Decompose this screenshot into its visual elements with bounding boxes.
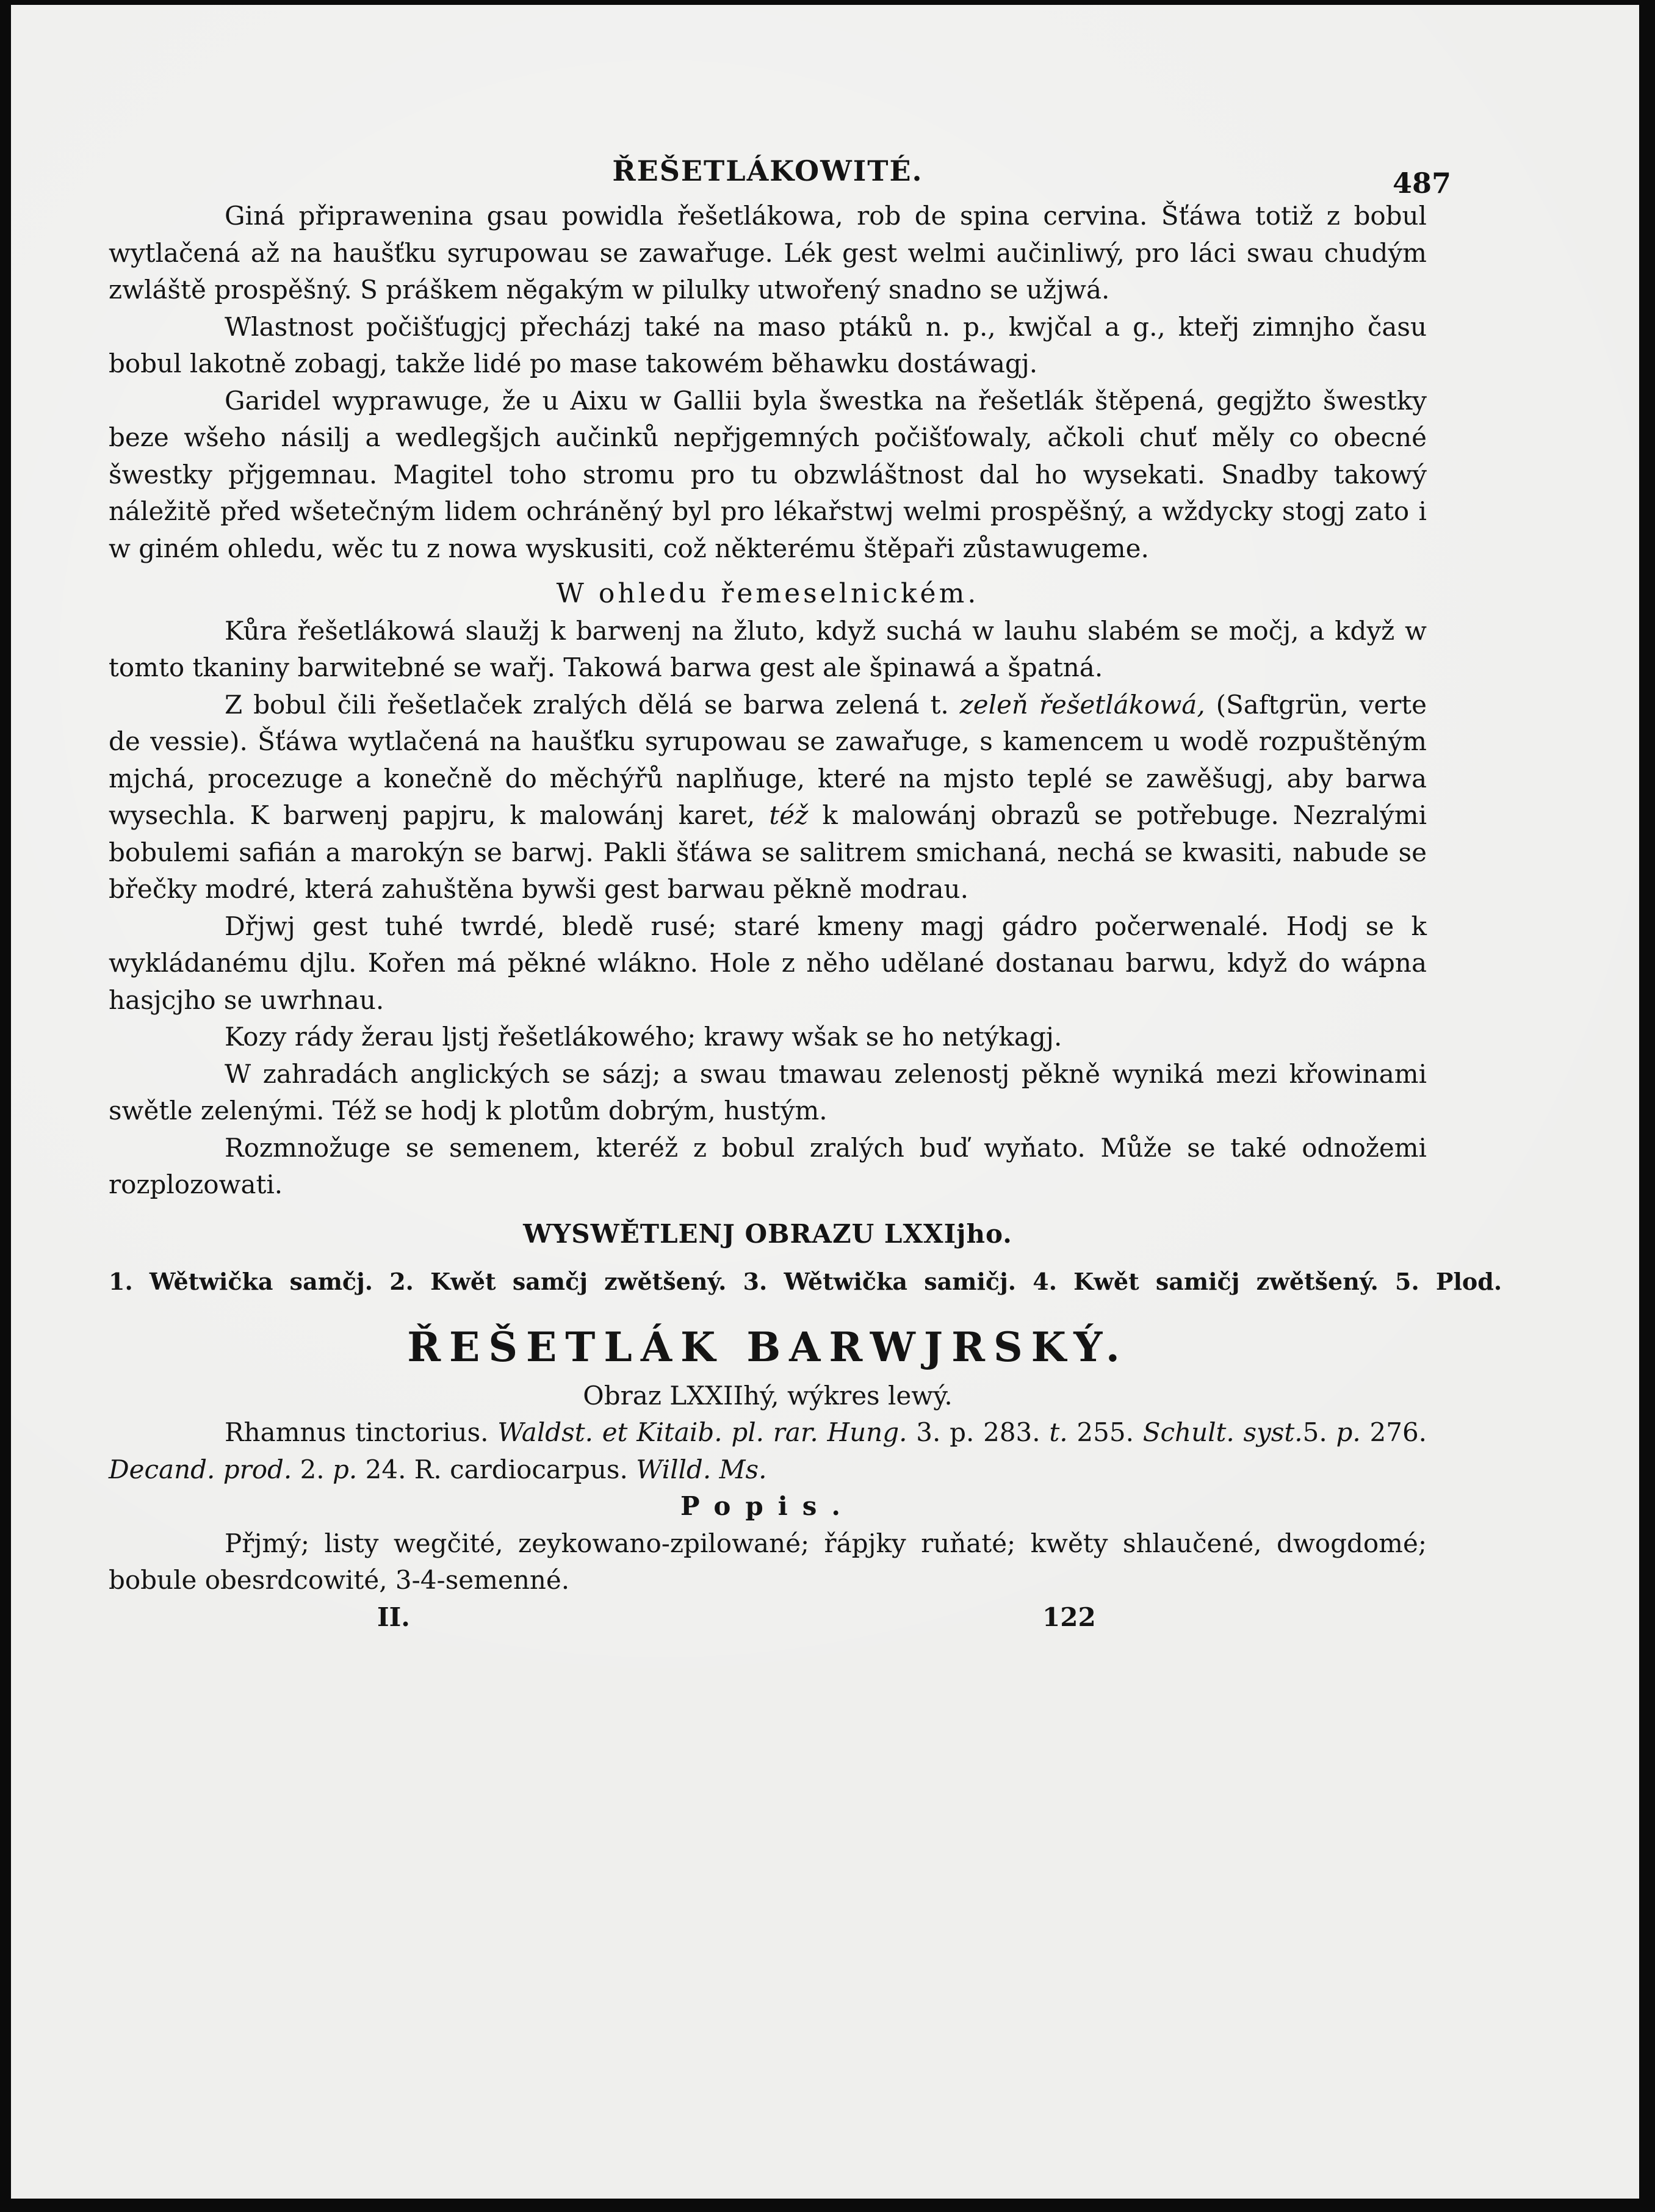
section-heading: W ohledu řemeselnickém. — [556, 578, 979, 609]
running-header — [109, 149, 1451, 200]
paragraph-9: Rozmnožuge se semenem, kteréž z bobul zralých buď wyňato. Může se také odnožemi rozplozowati. — [109, 1132, 1427, 1199]
signature-right: 122 — [1042, 1602, 1096, 1632]
signature-line — [109, 1599, 1427, 1636]
species-description: Přjmý; listy wegčité, zeykowano-zpilowané; řápjky ruňaté; kwěty shlaučené, dwogdomé; bobule obesrdcowité, 3-4-semenné. — [109, 1528, 1427, 1595]
syn-ref-2-p: p. — [1336, 1417, 1361, 1447]
paragraph-4: Kůra řešetlákowá slaužj k barwenj na žluto, když suchá w lauhu slabém se močj, a když w tomto tkaniny barwitebné se wařj. Takowá barwa gest ale špinawá a špatná. — [109, 615, 1427, 682]
paragraph-3: Garidel wyprawuge, že u Aixu w Gallii byla šwestka na řešetlák štěpená, gegjžto šwestky beze wšeho násilj a wedlegšjch aučinků nepřjgemných počišťowaly, ačkoli chuť měly co obecné šwestky přjgemnau. Magitel toho stromu pro tu obzwláštnost dal ho wysekati. Snadby takowý náležitě před wšetečným lidem ochráněný byl pro lékařstwj welmi prospěšný, a wždycky stogj zato i w giném ohledu, wěc tu z nowa wyskusiti, což některému štěpaři zůstawugeme. — [109, 385, 1427, 563]
running-title: ŘEŠETLÁKOWITÉ. — [612, 154, 923, 187]
syn-ref-2: Schult. syst. — [1142, 1417, 1303, 1447]
paragraph-5 — [109, 687, 1427, 908]
book-page — [11, 5, 1639, 2199]
syn-ref-1-tab: t. — [1049, 1417, 1068, 1447]
syn-ref-3-loc: 2. — [300, 1454, 325, 1484]
plate-explanation-heading: WYSWĚTLENJ OBRAZU LXXIjho. — [523, 1218, 1012, 1249]
paragraph-2: Wlastnost počišťugjcj přecházj také na maso ptáků n. p., kwjčal a g., kteřj zimnjho času bobul lakotně zobagj, takže lidé po mase takowém běhawku dostáwagj. — [109, 311, 1427, 378]
syn-ref-3-p: p. — [333, 1454, 358, 1484]
syn-ref-3: Decand. prod. — [109, 1454, 292, 1484]
description-heading: Popis. — [680, 1491, 856, 1521]
paragraph-8: W zahradách anglických se sázj; a swau tmawau zelenostj pěkně wyniká mezi křowinami swětle zelenými. Též se hodj k plotům dobrým, hustým. — [109, 1058, 1427, 1126]
syn-ref-1-loc: 3. p. 283. — [916, 1417, 1040, 1447]
syn-ref-1-tabnum: 255. — [1076, 1417, 1134, 1447]
synonymy — [109, 1414, 1427, 1488]
page-number: 487 — [1392, 167, 1451, 200]
species-title: ŘEŠETLÁK BARWJRSKÝ. — [407, 1323, 1128, 1371]
page-content — [109, 149, 1502, 1636]
paragraph-1: Giná připrawenina gsau powidla řešetlákowa, rob de spina cervina. Šťáwa totiž z bobul wytlačená až na haušťku syrupowau se zawařuge. Lék gest welmi aučinliwý, pro láci swau chudým zwláště prospěšný. S práškem nĕgakým w pilulky utwořený snadno se užjwá. — [109, 201, 1427, 305]
syn-ref-4: Willd. Ms. — [636, 1454, 767, 1484]
p5-start: Z bobul čili řešetlaček zralých dělá se barwa zelená t. — [225, 689, 949, 720]
paragraph-7: Kozy rády žerau ljstj řešetlákowého; krawy wšak se ho netýkagj. — [225, 1022, 1062, 1052]
syn-ref-2-pnum: 276. — [1369, 1417, 1427, 1447]
paragraph-6: Dřjwj gest tuhé twrdé, bledě rusé; staré kmeny magj gádro počerwenalé. Hodj se k wykládanému djlu. Kořen má pěkné wlákno. Hole z něho udělané dostanau barwu, když do wápna hasjcjho se uwrhnau. — [109, 911, 1427, 1015]
p5-italic2: též — [769, 800, 809, 830]
signature-left: II. — [377, 1602, 410, 1632]
species-plate: Obraz LXXIIhý, wýkres lewý. — [583, 1380, 953, 1411]
syn-ref-2-loc: 5. — [1302, 1417, 1327, 1447]
syn-ref-3-pnum: 24. — [365, 1454, 406, 1484]
plate-legend: 1. Wětwička samčj. 2. Kwět samčj zwětšený. 3. Wětwička samičj. 4. Kwět samičj zwětšený. 5. Plod. — [109, 1268, 1502, 1295]
syn-name: Rhamnus tinctorius. — [225, 1417, 489, 1447]
p5-italic: zeleň řešetlákowá, — [959, 689, 1205, 720]
syn-name-2: R. cardiocarpus. — [414, 1454, 628, 1484]
p5-end: k malowánj obrazů se potřebuge. Nezralými bobulemi safián a marokýn se barwj. Pakli šťáwa se salitrem smichaná, nechá se kwasiti, nabude se břečky modré, která zahuštěna bywši gest barwau pěkně modrau. — [109, 800, 1427, 904]
syn-ref-1: Waldst. et Kitaib. pl. rar. Hung. — [497, 1417, 907, 1447]
p5-rest: (Saftgrün, verte de vessie). Šťáwa wytlačená na haušťku syrupowau se zawařuge, s kamencem u wodě rozpuštěným mjchá, procezuge a konečně do měchýřů naplňuge, které na mjsto teplé se zawěšugj, aby barwa wysechla. K barwenj papjru, k malowánj karet, — [109, 689, 1427, 830]
